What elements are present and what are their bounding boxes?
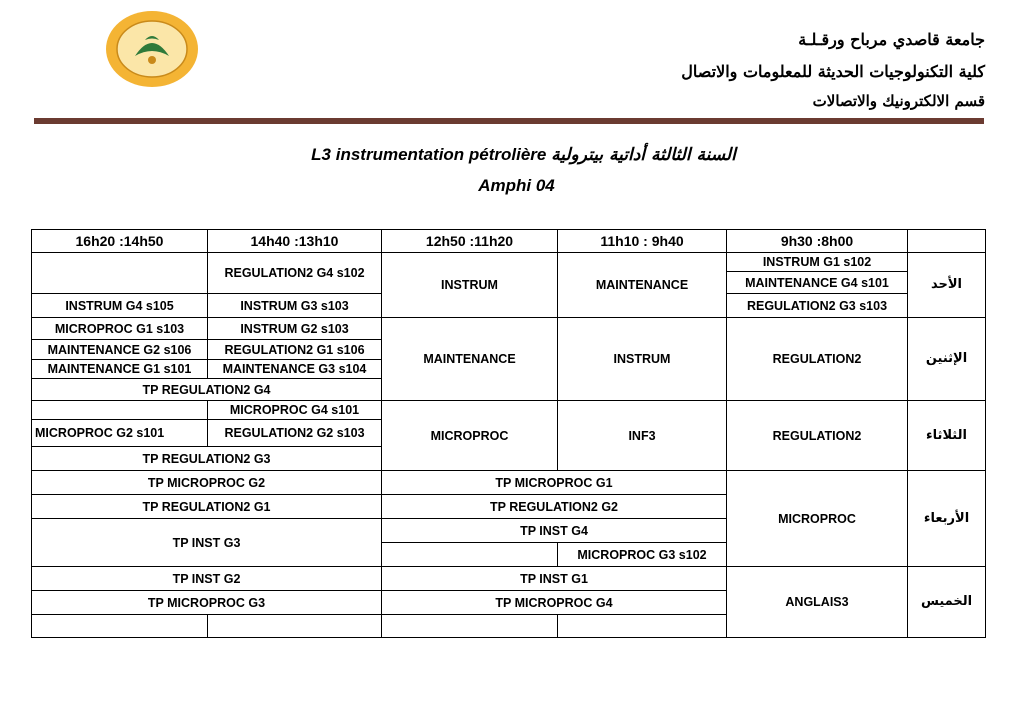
tuesday-slot2: INF3 <box>558 401 727 471</box>
university-name: جامعة قاصدي مرباح ورقـلـة <box>798 30 985 49</box>
thursday-right-1: TP INST G1 <box>382 567 727 591</box>
thursday-row <box>32 567 986 591</box>
tuesday-tp: TP REGULATION2 G3 <box>32 447 382 471</box>
time-header-row <box>32 230 986 253</box>
time-header: 16h20 :14h50 <box>32 230 208 253</box>
timetable <box>31 229 986 638</box>
program-title-fr: L3 instrumentation pétrolière <box>311 145 547 164</box>
sunday-slot3: INSTRUM <box>382 253 558 318</box>
faculty-name: كلية التكنولوجيات الحديثة للمعلومات والاتصال <box>681 62 985 81</box>
program-title <box>0 145 1033 165</box>
wednesday-right-2: TP REGULATION2 G2 <box>382 495 727 519</box>
tuesday-slot4-b: REGULATION2 G2 s103 <box>208 420 382 447</box>
empty-cell <box>32 615 208 638</box>
sunday-slot1-a: INSTRUM G1 s102 <box>727 253 908 272</box>
sunday-row <box>32 253 986 272</box>
tuesday-row <box>32 401 986 420</box>
time-header: 9h30 :8h00 <box>727 230 908 253</box>
sunday-slot1-b: MAINTENANCE G4 s101 <box>727 272 908 294</box>
day-thursday: الخميس <box>908 567 986 638</box>
time-header: 12h50 :11h20 <box>382 230 558 253</box>
monday-slot4-c: MAINTENANCE G3 s104 <box>208 360 382 379</box>
thursday-right-2: TP MICROPROC G4 <box>382 591 727 615</box>
monday-slot1: REGULATION2 <box>727 318 908 401</box>
sunday-slot5-empty <box>32 253 208 294</box>
sunday-slot5-b: INSTRUM G4 s105 <box>32 294 208 318</box>
monday-slot5-c: MAINTENANCE G1 s101 <box>32 360 208 379</box>
empty-cell <box>208 615 382 638</box>
thursday-left-2: TP MICROPROC G3 <box>32 591 382 615</box>
day-tuesday: الثلاثاء <box>908 401 986 471</box>
wednesday-right-3: TP INST G4 <box>382 519 727 543</box>
sunday-slot1-c: REGULATION2 G3 s103 <box>727 294 908 318</box>
tuesday-slot5: MICROPROC G2 s101 <box>32 420 208 447</box>
time-header: 14h40 :13h10 <box>208 230 382 253</box>
time-header: 11h10 : 9h40 <box>558 230 727 253</box>
day-header-empty <box>908 230 986 253</box>
monday-slot5-b: MAINTENANCE G2 s106 <box>32 340 208 360</box>
sunday-slot2: MAINTENANCE <box>558 253 727 318</box>
monday-slot5-a: MICROPROC G1 s103 <box>32 318 208 340</box>
thursday-slot1: ANGLAIS3 <box>727 567 908 638</box>
wednesday-slot1: MICROPROC <box>727 471 908 567</box>
tuesday-slot1: REGULATION2 <box>727 401 908 471</box>
day-sunday: الأحد <box>908 253 986 318</box>
sunday-slot4-a: REGULATION2 G4 s102 <box>208 253 382 294</box>
day-wednesday: الأربعاء <box>908 471 986 567</box>
university-logo <box>105 10 199 88</box>
tuesday-slot5-empty <box>32 401 208 420</box>
wednesday-left-1: TP MICROPROC G2 <box>32 471 382 495</box>
tuesday-slot4-a: MICROPROC G4 s101 <box>208 401 382 420</box>
wednesday-row <box>32 471 986 495</box>
thursday-left-1: TP INST G2 <box>32 567 382 591</box>
monday-slot2: INSTRUM <box>558 318 727 401</box>
sunday-slot4-b: INSTRUM G3 s103 <box>208 294 382 318</box>
header-divider <box>34 118 984 124</box>
wednesday-left-3: TP INST G3 <box>32 519 382 567</box>
monday-slot4-b: REGULATION2 G1 s106 <box>208 340 382 360</box>
day-monday: الإثنين <box>908 318 986 401</box>
room-title: Amphi 04 <box>478 176 555 195</box>
department-name: قسم الالكترونيك والاتصالات <box>812 92 985 110</box>
tuesday-slot3: MICROPROC <box>382 401 558 471</box>
wednesday-slot2: MICROPROC G3 s102 <box>558 543 727 567</box>
empty-cell <box>382 615 558 638</box>
monday-slot4-a: INSTRUM G2 s103 <box>208 318 382 340</box>
monday-slot3: MAINTENANCE <box>382 318 558 401</box>
wednesday-slot3-empty <box>382 543 558 567</box>
monday-row <box>32 318 986 340</box>
wednesday-left-2: TP REGULATION2 G1 <box>32 495 382 519</box>
empty-cell <box>558 615 727 638</box>
monday-tp: TP REGULATION2 G4 <box>32 379 382 401</box>
wednesday-right-1: TP MICROPROC G1 <box>382 471 727 495</box>
program-title-ar: السنة الثالثة أداتية بيترولية <box>551 145 736 165</box>
